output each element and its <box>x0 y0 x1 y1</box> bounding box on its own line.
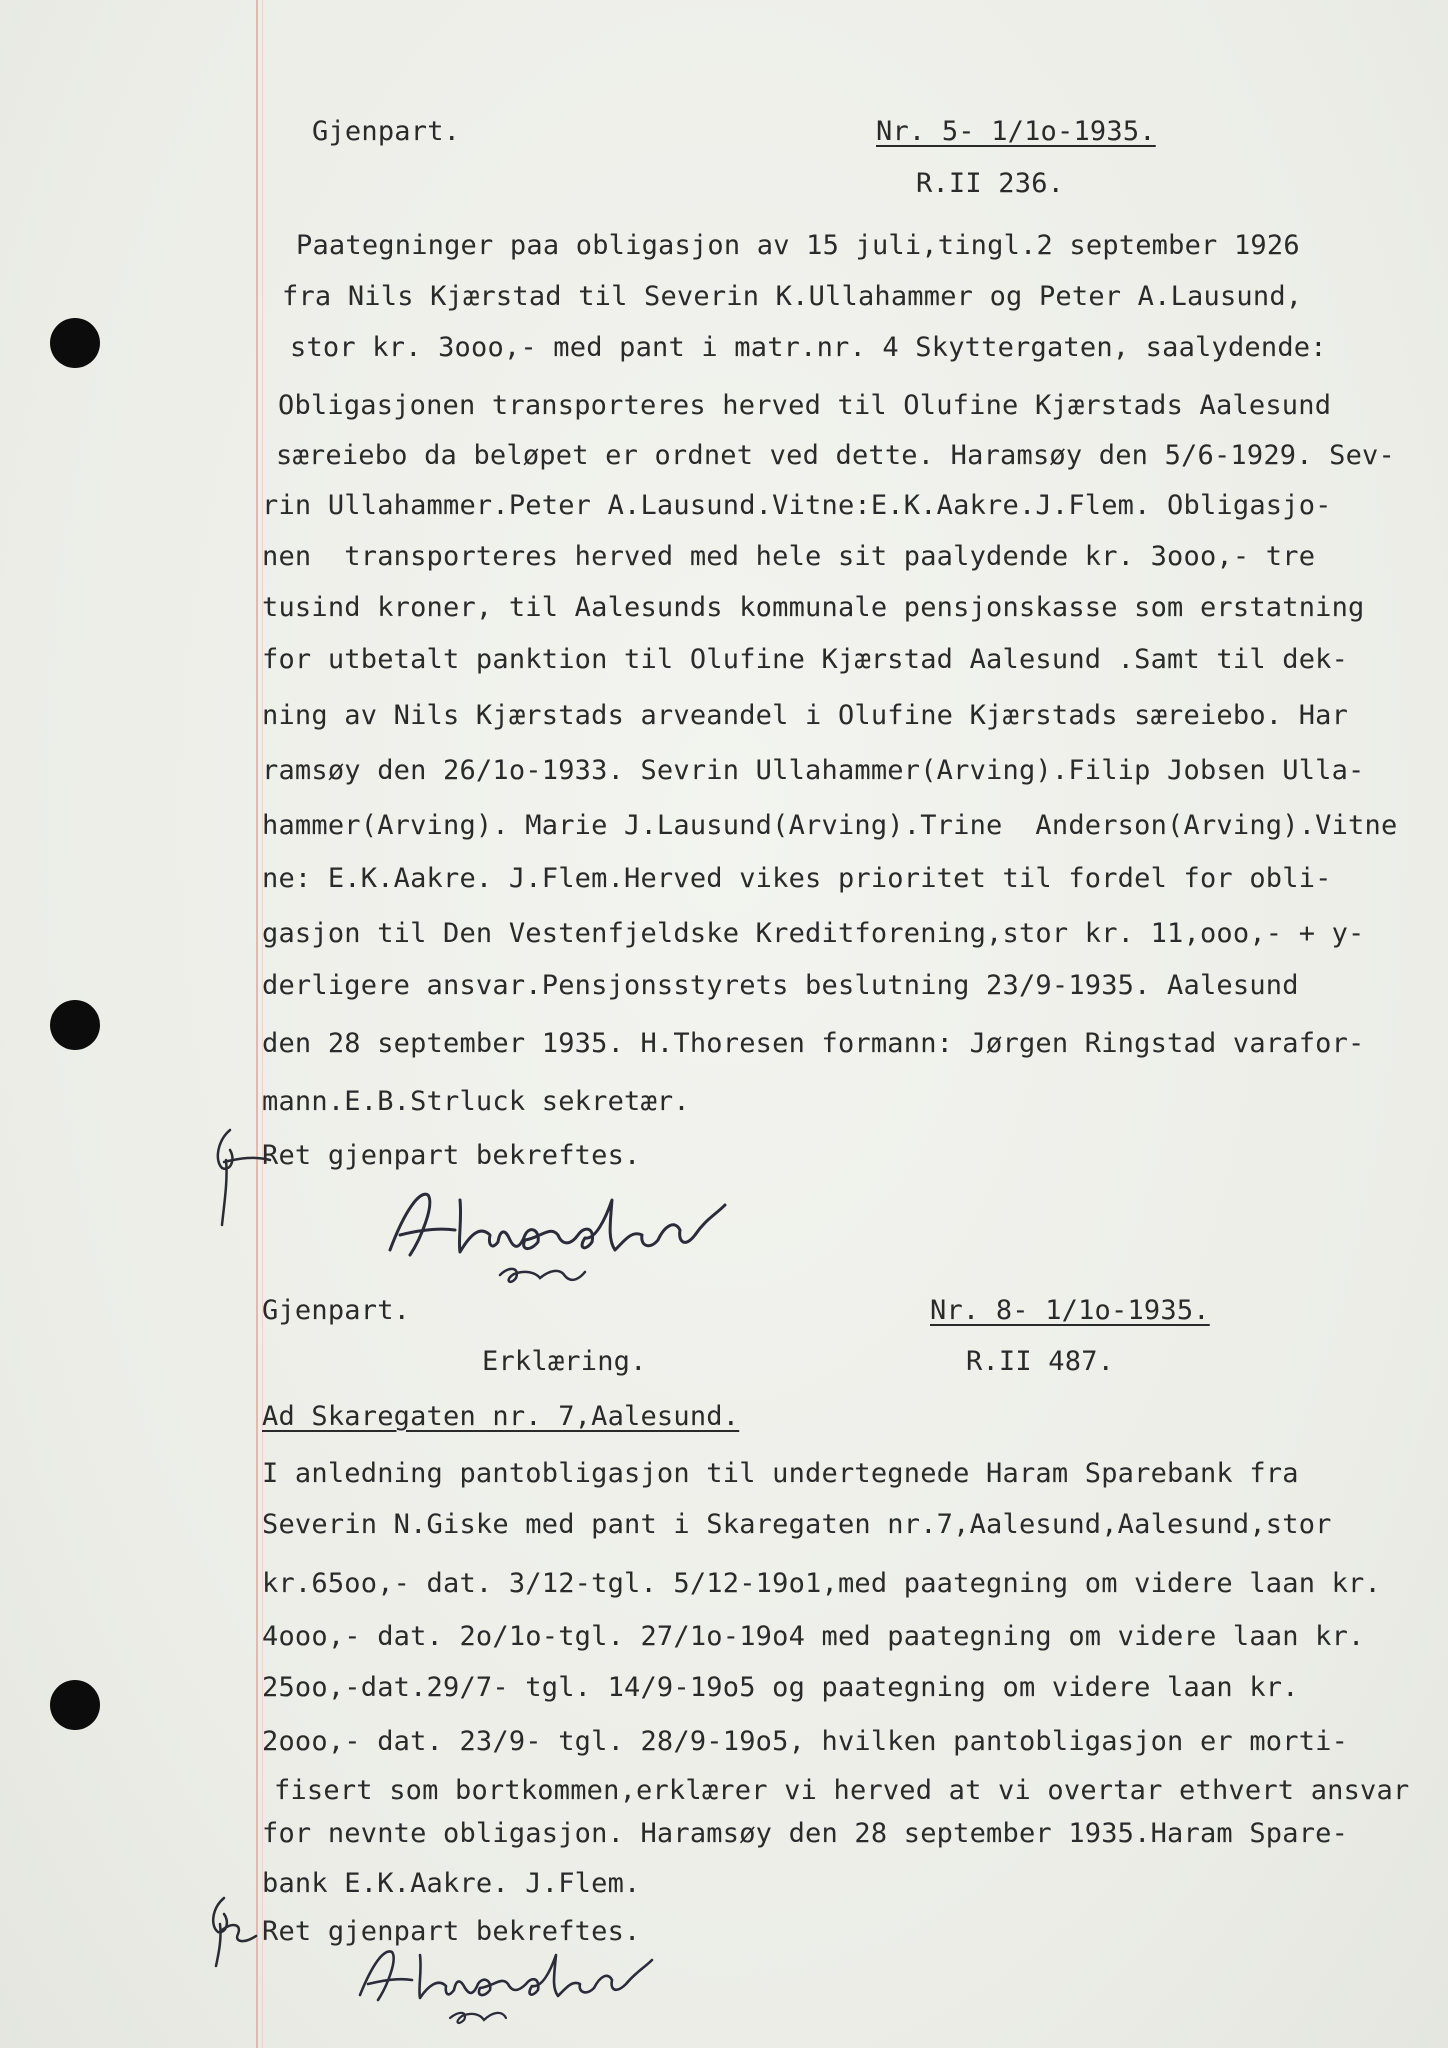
margin-initial-mark <box>200 1120 280 1230</box>
record1-label: Gjenpart. <box>312 116 461 147</box>
record1-line: hammer(Arving). Marie J.Lausund(Arving).Trine Anderson(Arving).Vitne <box>262 810 1398 841</box>
punch-hole-bottom <box>50 1680 100 1730</box>
record2-line: 25oo,-dat.29/7- tgl. 14/9-19o5 og paategning om videre laan kr. <box>262 1672 1299 1703</box>
record1-line: derligere ansvar.Pensjonsstyrets beslutning 23/9-1935. Aalesund <box>262 970 1299 1001</box>
record1-line: ning av Nils Kjærstads arveandel i Olufine Kjærstads særeiebo. Har <box>262 700 1349 731</box>
handwritten-signature-2 <box>350 1940 750 2030</box>
punch-hole-middle <box>50 1000 100 1050</box>
record2-line: bank E.K.Aakre. J.Flem. <box>262 1868 641 1899</box>
record2-line: kr.65oo,- dat. 3/12-tgl. 5/12-19o1,med paategning om videre laan kr. <box>262 1568 1381 1599</box>
margin-initial-mark-2 <box>196 1890 266 1970</box>
record2-reg: R.II 487. <box>966 1346 1115 1377</box>
handwritten-signature <box>380 1180 800 1300</box>
record1-line: stor kr. 3ooo,- med pant i matr.nr. 4 Skyttergaten, saalydende: <box>290 332 1327 363</box>
record1-line: rin Ullahammer.Peter A.Lausund.Vitne:E.K.Aakre.J.Flem. Obligasjo- <box>262 490 1332 521</box>
record1-line: gasjon til Den Vestenfjeldske Kreditforening,stor kr. 11,ooo,- + y- <box>262 918 1365 949</box>
record1-certify: Ret gjenpart bekreftes. <box>262 1140 641 1171</box>
punch-hole-top <box>50 318 100 368</box>
record1-reg: R.II 236. <box>916 168 1065 199</box>
record1-line: fra Nils Kjærstad til Severin K.Ullahammer og Peter A.Lausund, <box>282 281 1303 312</box>
record1-line: den 28 september 1935. H.Thoresen formann: Jørgen Ringstad varafor- <box>262 1028 1365 1059</box>
record2-line: for nevnte obligasjon. Haramsøy den 28 september 1935.Haram Spare- <box>262 1818 1349 1849</box>
record2-line: I anledning pantobligasjon til undertegnede Haram Sparebank fra <box>262 1458 1299 1489</box>
record1-line: tusind kroner, til Aalesunds kommunale pensjonskasse som erstatning <box>262 592 1365 623</box>
record2-line: 4ooo,- dat. 2o/1o-tgl. 27/1o-19o4 med paategning om videre laan kr. <box>262 1621 1365 1652</box>
record1-line: ne: E.K.Aakre. J.Flem.Herved vikes prioritet til fordel for obli- <box>262 863 1332 894</box>
record2-certify: Ret gjenpart bekreftes. <box>262 1916 641 1947</box>
record2-line: 2ooo,- dat. 23/9- tgl. 28/9-19o5, hvilken pantobligasjon er morti- <box>262 1726 1349 1757</box>
record2-line: Severin N.Giske med pant i Skaregaten nr.7,Aalesund,Aalesund,stor <box>262 1509 1332 1540</box>
margin-rule <box>256 0 258 2048</box>
record2-line: fisert som bortkommen,erklærer vi herved at vi overtar ethvert ansvar <box>274 1775 1410 1806</box>
record1-line: mann.E.B.Strluck sekretær. <box>262 1086 690 1117</box>
record2-subject: Ad Skaregaten nr. 7,Aalesund. <box>262 1401 740 1432</box>
record1-line: Obligasjonen transporteres herved til Olufine Kjærstads Aalesund <box>278 390 1332 421</box>
record1-line: Paategninger paa obligasjon av 15 juli,tingl.2 september 1926 <box>296 230 1300 261</box>
record2-heading: Erklæring. <box>482 1346 647 1377</box>
record1-line: for utbetalt panktion til Olufine Kjærstad Aalesund .Samt til dek- <box>262 644 1349 675</box>
record2-number: Nr. 8- 1/1o-1935. <box>930 1295 1210 1326</box>
record1-number: Nr. 5- 1/1o-1935. <box>876 116 1156 147</box>
record1-line: ramsøy den 26/1o-1933. Sevrin Ullahammer(Arving).Filip Jobsen Ulla- <box>262 755 1365 786</box>
record2-label: Gjenpart. <box>262 1295 411 1326</box>
record1-line: særeiebo da beløpet er ordnet ved dette. Haramsøy den 5/6-1929. Sev- <box>276 440 1395 471</box>
record1-line: nen transporteres herved med hele sit paalydende kr. 3ooo,- tre <box>262 541 1316 572</box>
